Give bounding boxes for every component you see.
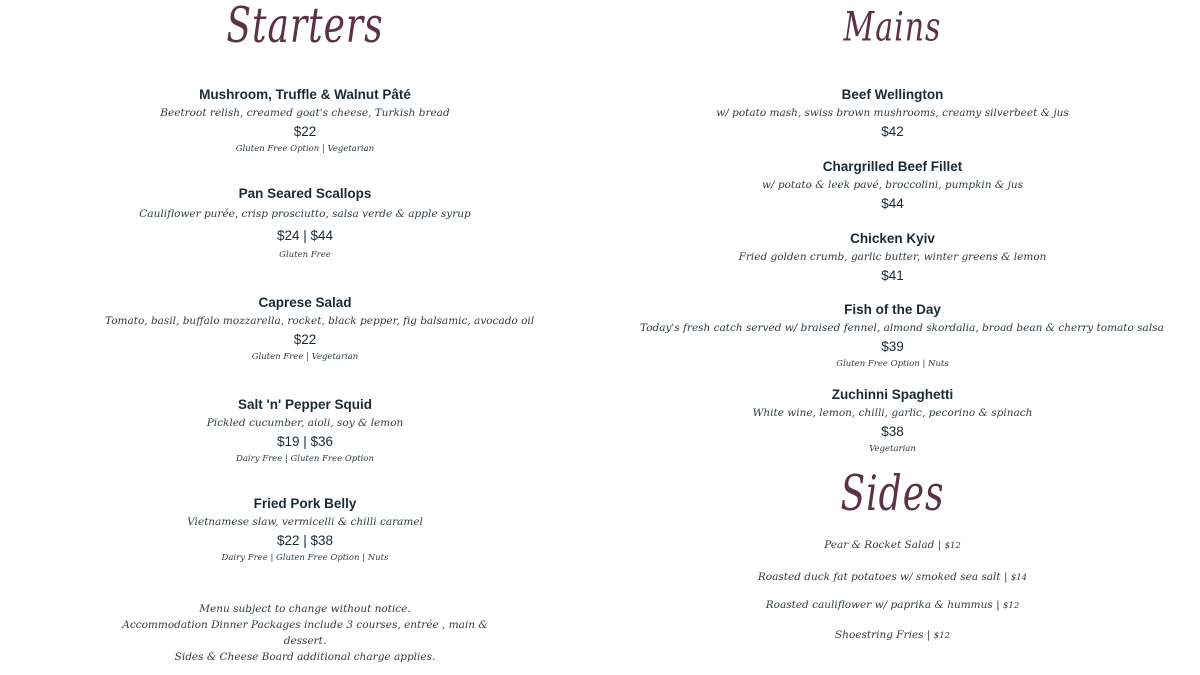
mains-section xyxy=(640,0,1164,675)
item-price: $44 xyxy=(881,196,904,211)
side-item xyxy=(640,539,1145,551)
menu-item xyxy=(105,495,505,564)
menu-item xyxy=(640,158,1145,212)
item-description: White wine, lemon, chilli, garlic, pecorino & spinach xyxy=(752,407,1033,419)
menu-item xyxy=(640,86,1145,140)
item-name: Caprese Salad xyxy=(258,295,352,310)
item-tags: Dairy Free | Gluten Free Option | Nuts xyxy=(221,553,389,563)
mains-heading: Mains xyxy=(843,3,942,52)
item-name: Fried Pork Belly xyxy=(253,496,357,511)
item-tags: Gluten Free Option | Vegetarian xyxy=(235,144,375,154)
item-price: $22 xyxy=(293,332,317,347)
item-price: $38 xyxy=(881,424,904,439)
side-item xyxy=(640,599,1145,611)
item-name: Zuchinni Spaghetti xyxy=(831,387,954,402)
item-name: Fish of the Day xyxy=(844,302,941,317)
note-line: Accommodation Dinner Packages include 3 courses, entrée , main & dessert. xyxy=(122,619,488,647)
item-price: $42 xyxy=(881,124,904,139)
item-description: Pickled cucumber, aioli, soy & lemon xyxy=(206,417,404,429)
menu-item xyxy=(640,386,1145,455)
note-line: Sides & Cheese Board additional charge applies. xyxy=(174,651,436,663)
menu-item xyxy=(105,86,505,155)
item-tags: Vegetarian xyxy=(869,444,916,454)
side-name: Shoestring Fries | xyxy=(834,629,931,641)
item-tags: Gluten Free | Vegetarian xyxy=(251,352,359,362)
item-tags: Dairy Free | Gluten Free Option xyxy=(236,454,374,464)
item-name: Beef Wellington xyxy=(841,87,944,102)
item-price: $24 | $44 xyxy=(276,228,334,243)
item-name: Chicken Kyiv xyxy=(850,231,935,246)
sides-heading: Sides xyxy=(840,466,945,523)
side-item xyxy=(640,629,1145,641)
item-description: w/ potato & leek pavé, broccolini, pumpkin & jus xyxy=(762,179,1023,191)
item-tags: Gluten Free xyxy=(279,250,331,260)
side-name: Pear & Rocket Salad | xyxy=(824,539,942,551)
item-tags: Gluten Free Option | Nuts xyxy=(836,359,949,369)
note-line: Menu subject to change without notice. xyxy=(199,603,411,615)
side-price: $12 xyxy=(933,631,951,641)
item-description: w/ potato mash, swiss brown mushrooms, creamy silverbeet & jus xyxy=(716,107,1069,119)
item-price: $19 | $36 xyxy=(276,434,334,449)
side-price: $12 xyxy=(944,541,961,551)
item-price: $39 xyxy=(881,339,904,354)
side-name: Roasted duck fat potatoes w/ smoked sea salt | xyxy=(757,571,1008,583)
item-price: $41 xyxy=(881,268,904,283)
menu-item xyxy=(105,396,505,465)
item-name: Mushroom, Truffle & Walnut Pâté xyxy=(199,87,411,102)
item-price: $22 | $38 xyxy=(276,533,334,548)
menu-item xyxy=(640,230,1145,284)
item-description: Vietnamese slaw, vermicelli & chilli caramel xyxy=(187,516,423,528)
item-name: Pan Seared Scallops xyxy=(238,186,372,201)
sides-section xyxy=(640,466,1145,523)
item-description: Today's fresh catch served w/ braised fennel, almond skordalia, broad bean & cherry tomato salsa xyxy=(640,322,1164,334)
item-description: Cauliflower purée, crisp prosciutto, salsa verde & apple syrup xyxy=(139,208,471,220)
item-description: Tomato, basil, buffalo mozzarella, rocket, black pepper, fig balsamic, avocado oil xyxy=(105,315,535,327)
menu-item xyxy=(105,294,535,363)
starters-section xyxy=(105,0,535,675)
side-price: $14 xyxy=(1010,573,1028,583)
side-price: $12 xyxy=(1003,601,1020,611)
menu-notes xyxy=(105,601,505,665)
item-description: Beetroot relish, creamed goat's cheese, Turkish bread xyxy=(160,107,450,119)
menu-item xyxy=(105,185,505,261)
side-name: Roasted cauliflower w/ paprika & hummus | xyxy=(765,599,1000,611)
item-name: Chargrilled Beef Fillet xyxy=(822,159,963,174)
item-name: Salt 'n' Pepper Squid xyxy=(238,397,372,412)
item-description: Fried golden crumb, garlic butter, winter greens & lemon xyxy=(738,251,1047,263)
menu-item xyxy=(640,301,1164,370)
item-price: $22 xyxy=(293,124,317,139)
side-item xyxy=(640,571,1145,583)
starters-heading: Starters xyxy=(226,0,384,55)
